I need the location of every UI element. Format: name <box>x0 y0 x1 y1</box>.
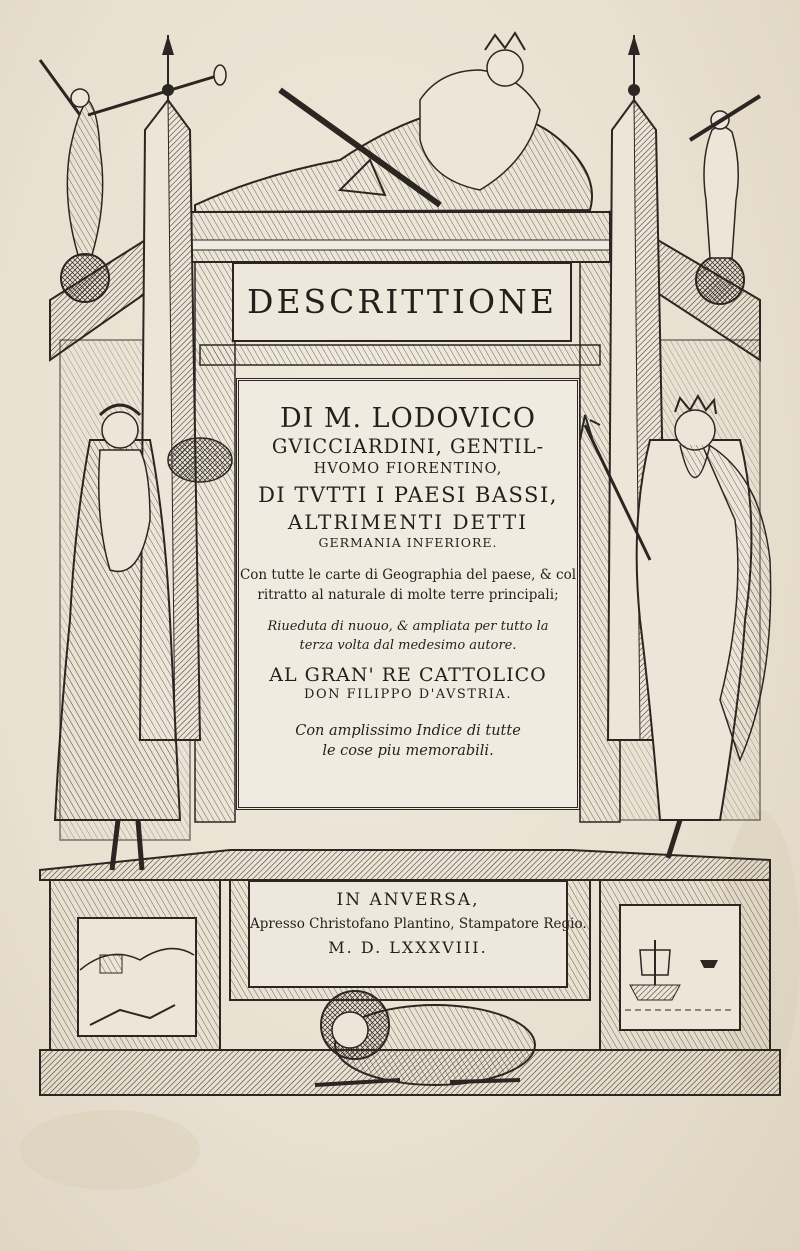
hercules-figure-right <box>690 96 760 304</box>
subject-line-1: DI TVTTI I PAESI BASSI, <box>258 483 558 507</box>
paper-stain <box>20 1110 200 1190</box>
imprint-place: IN ANVERSA, <box>336 890 480 910</box>
author-name: GVICCIARDINI, GENTIL- <box>271 435 545 458</box>
reclining-figure <box>195 33 592 212</box>
revision-line-1: Riueduta di nuouo, & ampliata per tutto la <box>267 619 549 634</box>
dedication-line-1: AL GRAN' RE CATTOLICO <box>269 664 547 686</box>
author-origin: HVOMO FIORENTINO, <box>313 461 503 477</box>
title-plate <box>236 378 580 810</box>
index-line-2: le cose piu memorabili. <box>322 743 494 759</box>
book-title: DESCRITTIONE <box>247 282 557 321</box>
imprint-printer: Apresso Christofano Plantino, Stampatore Regio. <box>250 916 587 932</box>
ploughing-relief-panel <box>78 918 196 1036</box>
title-cartouche <box>232 262 572 342</box>
imprint-year: M. D. LXXXVIII. <box>328 938 488 957</box>
index-line-1: Con amplissimo Indice di tutte <box>295 723 521 739</box>
maps-line-2: ritratto al naturale di molte terre principali; <box>257 587 559 603</box>
maps-line-1: Con tutte le carte di Geographia del paese, & col <box>239 567 577 583</box>
imprint-cartouche <box>248 880 587 988</box>
subject-line-2: ALTRIMENTI DETTI <box>287 510 529 534</box>
author-line: DI M. LODOVICO <box>279 403 537 434</box>
ships-relief-panel <box>620 905 740 1030</box>
revision-line-2: terza volta dal medesimo autore. <box>299 638 517 653</box>
subject-line-3: GERMANIA INFERIORE. <box>318 535 498 550</box>
dedication-line-2: DON FILIPPO D'AVSTRIA. <box>304 687 512 702</box>
